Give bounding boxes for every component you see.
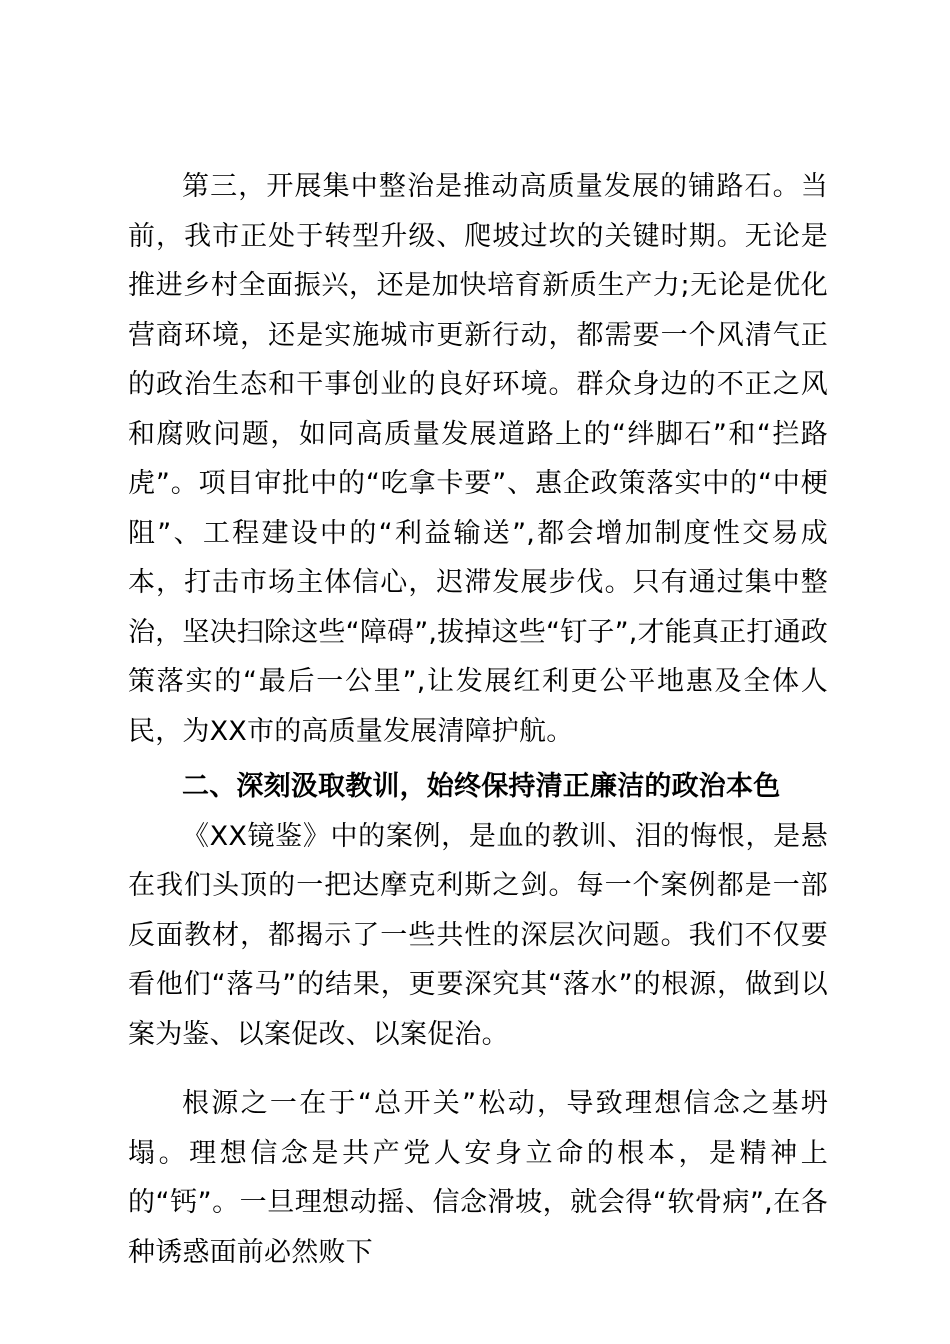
section-heading-two: 二、深刻汲取教训，始终保持清正廉洁的政治本色	[182, 771, 781, 802]
paragraph-root-cause-one: 根源之一在于“总开关”松动，导致理想信念之基坍塌。理想信念是共产党人安身立命的根本，是精神上的“钙”。一旦理想动摇、信念滑坡，就会得“软骨病”,在各种诱惑面前必然败下	[128, 1088, 828, 1268]
paragraph-case-lessons: 《XX镜鉴》中的案例，是血的教训、泪的悔恨，是悬在我们头顶的一把达摩克利斯之剑。每一个案例都是一部反面教材，都揭示了一些共性的深层次问题。我们不仅要看他们“落马”的结果，更要深究其“落水”的根源，做到以案为鉴、以案促改、以案促治。	[128, 820, 828, 1050]
document-body	[128, 162, 828, 1277]
paragraph-third-point: 第三，开展集中整治是推动高质量发展的铺路石。当前，我市正处于转型升级、爬坡过坎的关键时期。无论是推进乡村全面振兴，还是加快培育新质生产力;无论是优化营商环境，还是实施城市更新行动，都需要一个风清气正的政治生态和干事创业的良好环境。群众身边的不正之风和腐败问题，如同高质量发展道路上的“绊脚石”和“拦路虎”。项目审批中的“吃拿卡要”、惠企政策落实中的“中梗阻”、工程建设中的“利益输送”,都会增加制度性交易成本，打击市场主体信心，迟滞发展步伐。只有通过集中整治，坚决扫除这些“障碍”,拔掉这些“钉子”,才能真正打通政策落实的“最后一公里”,让发展红利更公平地惠及全体人民，为XX市的高质量发展清障护航。	[128, 171, 828, 747]
